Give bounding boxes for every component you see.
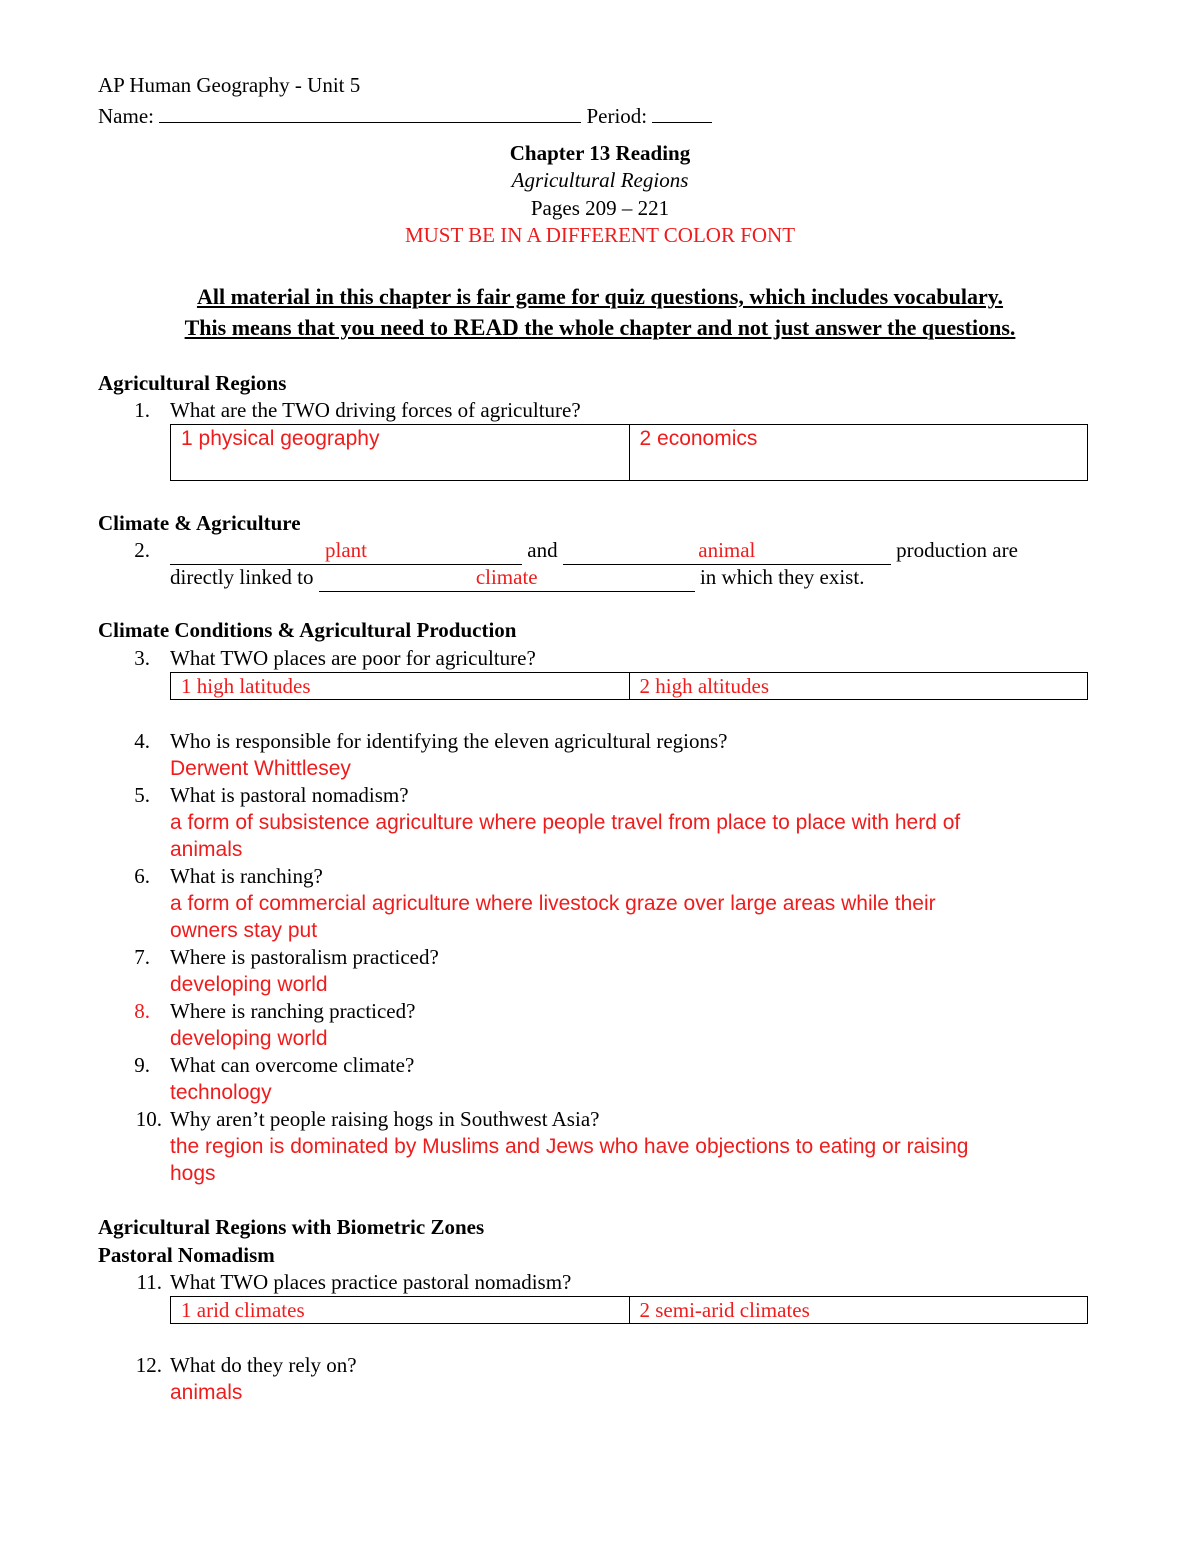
q2-text-3: in which they exist.	[699, 565, 865, 589]
name-row	[98, 100, 712, 130]
name-label: Name:	[98, 104, 154, 128]
question-3-text: What TWO places are poor for agriculture?	[170, 646, 536, 670]
answer-box-q11	[170, 1296, 1088, 1324]
question-1-text: What are the TWO driving forces of agriculture?	[170, 398, 581, 422]
section-heading-climate-agriculture: Climate & Agriculture	[98, 511, 301, 535]
question-text: Who is responsible for identifying the eleven agricultural regions?	[170, 729, 728, 753]
answer-text[interactable]: animals	[170, 838, 243, 861]
answer-text[interactable]: animals	[170, 1381, 243, 1404]
section-heading-agricultural-regions: Agricultural Regions	[98, 371, 287, 395]
answer-box-q3	[170, 672, 1088, 700]
question-12-text: What do they rely on?	[170, 1353, 357, 1377]
instructions-line-2	[0, 314, 1200, 341]
fill-answer-climate: climate	[475, 565, 538, 589]
question-number: 10.	[135, 1107, 162, 1131]
question-number: 2.	[134, 538, 150, 562]
answer-cell-2[interactable]: 2 high altitudes	[629, 673, 1088, 699]
answer-cell-1[interactable]: 1 high latitudes	[181, 674, 311, 698]
page-range: Pages 209 – 221	[530, 196, 670, 220]
question-2-line-2	[170, 564, 864, 592]
answer-cell-1[interactable]: 1 physical geography	[181, 427, 380, 450]
answer-text[interactable]: developing world	[170, 1027, 328, 1050]
period-label: Period:	[586, 104, 648, 128]
question-text: What can overcome climate?	[170, 1053, 415, 1077]
chapter-subtitle: Agricultural Regions	[511, 168, 689, 192]
question-text: Where is pastoralism practiced?	[170, 945, 439, 969]
question-number: 5.	[134, 783, 150, 807]
q2-and: and	[527, 538, 558, 562]
question-text: What is pastoral nomadism?	[170, 783, 409, 807]
answer-cell-1[interactable]: 1 arid climates	[181, 1298, 305, 1322]
chapter-title: Chapter 13 Reading	[509, 141, 691, 165]
course-title: AP Human Geography - Unit 5	[98, 73, 361, 97]
instructions-line-1: All material in this chapter is fair game for quiz questions, which includes vocabulary.	[196, 284, 1004, 309]
question-number: 8.	[134, 999, 150, 1023]
period-blank[interactable]	[652, 100, 712, 123]
fill-blank-2[interactable]	[563, 537, 891, 565]
question-number: 7.	[134, 945, 150, 969]
fill-answer-animal: animal	[698, 538, 756, 562]
answer-text[interactable]: hogs	[170, 1162, 216, 1185]
question-number: 11.	[136, 1270, 162, 1294]
instructions-line-2-end: the whole chapter and not just answer the questions.	[518, 315, 1016, 340]
question-number: 12.	[135, 1353, 162, 1377]
q2-text-1: production are	[896, 538, 1018, 562]
answer-text[interactable]: the region is dominated by Muslims and Jews who have objections to eating or raising	[170, 1135, 969, 1158]
answer-text[interactable]: owners stay put	[170, 919, 318, 942]
question-number: 6.	[134, 864, 150, 888]
q2-text-2: directly linked to	[170, 565, 314, 589]
instructions-line-2-start: This means that you need to	[184, 315, 454, 340]
fill-answer-plant: plant	[325, 538, 367, 562]
answer-text[interactable]: a form of commercial agriculture where livestock graze over large areas while their	[170, 892, 936, 915]
question-text: Why aren’t people raising hogs in Southwest Asia?	[170, 1107, 600, 1131]
question-11-text: What TWO places practice pastoral nomadism?	[170, 1270, 572, 1294]
fill-blank-3[interactable]	[319, 564, 695, 592]
question-text: Where is ranching practiced?	[170, 999, 416, 1023]
answer-text[interactable]: Derwent Whittlesey	[170, 757, 351, 780]
section-heading-pastoral-nomadism: Pastoral Nomadism	[98, 1243, 275, 1267]
instructions-read-emphasis: READ	[453, 315, 519, 340]
question-number: 1.	[134, 398, 150, 422]
question-text: What is ranching?	[170, 864, 323, 888]
fill-blank-1[interactable]	[170, 537, 522, 565]
answer-text[interactable]: developing world	[170, 973, 328, 996]
section-heading-climate-conditions: Climate Conditions & Agricultural Production	[98, 618, 517, 642]
answer-text[interactable]: a form of subsistence agriculture where people travel from place to place with herd of	[170, 811, 961, 834]
question-number: 9.	[134, 1053, 150, 1077]
question-2-line-1	[170, 537, 1018, 565]
section-heading-biometric-zones: Agricultural Regions with Biometric Zones	[98, 1215, 485, 1239]
answer-cell-2[interactable]: 2 economics	[629, 425, 1088, 480]
answer-box-q1	[170, 424, 1088, 481]
color-notice: MUST BE IN A DIFFERENT COLOR FONT	[404, 223, 796, 247]
question-number: 3.	[134, 646, 150, 670]
name-blank[interactable]	[159, 100, 581, 123]
question-number: 4.	[134, 729, 150, 753]
answer-cell-2[interactable]: 2 semi-arid climates	[629, 1297, 1088, 1323]
answer-text[interactable]: technology	[170, 1081, 272, 1104]
